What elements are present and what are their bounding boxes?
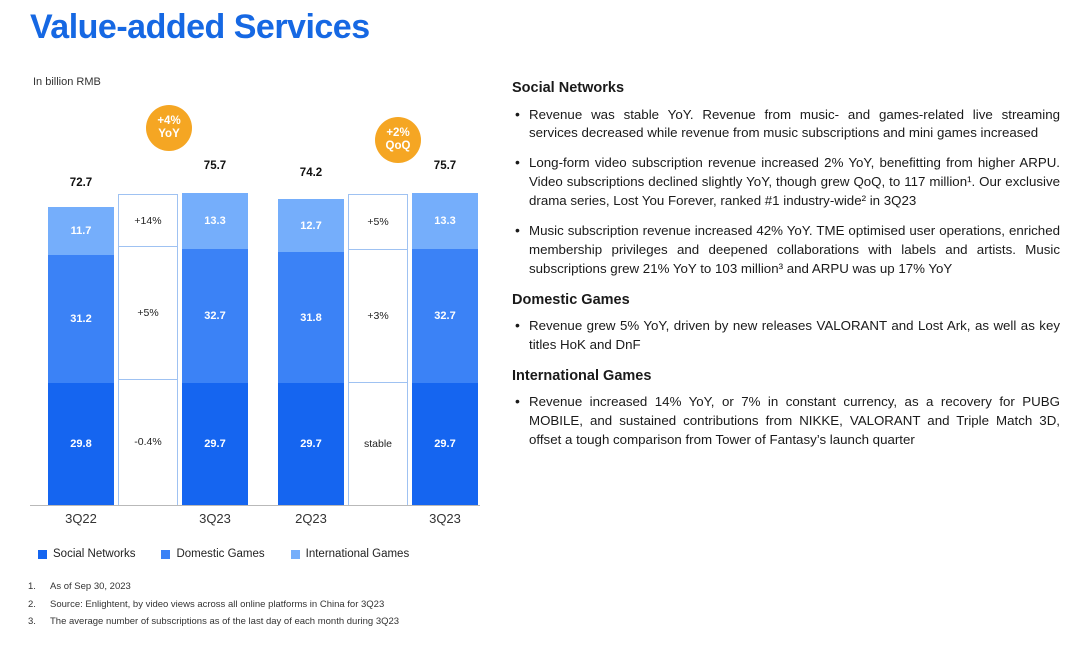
delta-social-qoq: stable bbox=[363, 437, 393, 450]
legend-item-domestic bbox=[161, 548, 264, 560]
bullet-list-domestic bbox=[512, 317, 1060, 355]
segment-social-3q23-yoy: 29.7 bbox=[182, 383, 248, 505]
delta-international-yoy: +14% bbox=[119, 194, 177, 247]
badge-yoy: +4% YoY bbox=[146, 105, 192, 151]
delta-domestic-yoy: +5% bbox=[119, 247, 177, 380]
segment-domestic-2q23: 31.8 bbox=[278, 252, 344, 383]
heading-domestic-games: Domestic Games bbox=[512, 291, 630, 308]
segment-social-2q23: 29.7 bbox=[278, 383, 344, 505]
bullet-social-1: • Revenue was stable YoY. Revenue from music- and games-related live streaming services decreased while revenue from music subscriptions and mini games increased bbox=[512, 106, 1060, 144]
bar-3q22 bbox=[48, 207, 114, 505]
segment-international-3q23-qoq: 13.3 bbox=[412, 193, 478, 249]
page-title: Value-added Services bbox=[30, 8, 370, 46]
footnotes bbox=[28, 578, 399, 631]
delta-box-qoq bbox=[348, 194, 408, 505]
section-international-games bbox=[512, 366, 1060, 450]
footnote-1: 1. As of Sep 30, 2023 bbox=[28, 581, 131, 592]
bar-3q23-qoq bbox=[412, 193, 478, 505]
axis-label-2q23: 2Q23 bbox=[295, 511, 327, 526]
axis-label-3q23-yoy: 3Q23 bbox=[199, 511, 231, 526]
delta-box-yoy bbox=[118, 194, 178, 505]
delta-domestic-qoq: +3% bbox=[349, 250, 407, 383]
commentary-panel bbox=[512, 78, 1060, 461]
delta-social-yoy: -0.4% bbox=[134, 436, 162, 448]
heading-social-networks: Social Networks bbox=[512, 80, 625, 96]
total-3q23-qoq: 75.7 bbox=[433, 160, 457, 172]
legend-label-social: Social Networks bbox=[53, 548, 136, 560]
badge-qoq: +2% QoQ bbox=[375, 117, 421, 163]
segment-social-3q23-qoq: 29.7 bbox=[412, 383, 478, 505]
legend-item-international bbox=[291, 548, 410, 560]
bullet-list-international bbox=[512, 393, 1060, 450]
segment-domestic-3q23-yoy: 32.7 bbox=[182, 249, 248, 383]
section-social-networks bbox=[512, 78, 1060, 279]
legend-swatch-social bbox=[38, 550, 47, 559]
axis-label-3q23-qoq: 3Q23 bbox=[429, 511, 461, 526]
stacked-bar-chart bbox=[30, 95, 480, 525]
segment-international-3q22: 11.7 bbox=[48, 207, 114, 255]
bar-3q23-yoy bbox=[182, 193, 248, 505]
legend-label-domestic: Domestic Games bbox=[176, 548, 265, 560]
total-2q23: 74.2 bbox=[299, 167, 323, 179]
heading-international-games: International Games bbox=[512, 367, 652, 384]
total-3q22: 72.7 bbox=[69, 177, 93, 189]
delta-international-qoq: +5% bbox=[349, 194, 407, 250]
bullet-social-2: • Long-form video subscription revenue increased 2% YoY, benefitting from higher ARPU. Video subscriptions declined slightly YoY, though grew QoQ, to 117 million¹. Our exclusive drama series, Lost You Forever, ranked #1 industry-wide² in 3Q23 bbox=[512, 154, 1060, 211]
chart-group-yoy bbox=[48, 160, 248, 505]
footnote-3: 3. The average number of subscriptions as of the last day of each month during 3Q23 bbox=[28, 616, 400, 628]
legend-swatch-international bbox=[291, 550, 300, 559]
bar-2q23 bbox=[278, 199, 344, 505]
legend-label-international: International Games bbox=[305, 548, 410, 560]
segment-domestic-3q23-qoq: 32.7 bbox=[412, 249, 478, 383]
total-3q23-yoy: 75.7 bbox=[203, 160, 227, 172]
bullet-domestic-1: • Revenue grew 5% YoY, driven by new releases VALORANT and Lost Ark, as well as key titles HoK and DnF bbox=[512, 317, 1060, 355]
footnote-2: 2. Source: Enlightent, by video views across all online platforms in China for 3Q23 bbox=[28, 598, 385, 610]
chart-legend bbox=[38, 548, 409, 560]
segment-domestic-3q22: 31.2 bbox=[48, 255, 114, 383]
bullet-international-1: • Revenue increased 14% YoY, or 7% in constant currency, as a recovery for PUBG MOBILE, and sustained contributions from NIKKE, VALORANT and Triple Match 3D, offset a tough comparison from Tower of Fantasy’s launch quarter bbox=[512, 393, 1060, 450]
chart-unit-label: In billion RMB bbox=[33, 76, 101, 88]
bullet-list-social bbox=[512, 106, 1060, 279]
chart-group-qoq bbox=[278, 160, 478, 505]
legend-swatch-domestic bbox=[161, 550, 170, 559]
x-axis-line bbox=[30, 505, 480, 506]
axis-label-3q22: 3Q22 bbox=[65, 511, 97, 526]
legend-item-social bbox=[38, 548, 135, 560]
segment-social-3q22: 29.8 bbox=[48, 383, 114, 505]
bullet-social-3: • Music subscription revenue increased 42% YoY. TME optimised user operations, enriched membership privileges and deepened collaborations with labels and artists. Music subscriptions grew 21% YoY to 103 million³ and ARPU was up 17% YoY bbox=[512, 222, 1060, 279]
segment-international-3q23-yoy: 13.3 bbox=[182, 193, 248, 249]
section-domestic-games bbox=[512, 290, 1060, 355]
segment-international-2q23: 12.7 bbox=[278, 199, 344, 252]
